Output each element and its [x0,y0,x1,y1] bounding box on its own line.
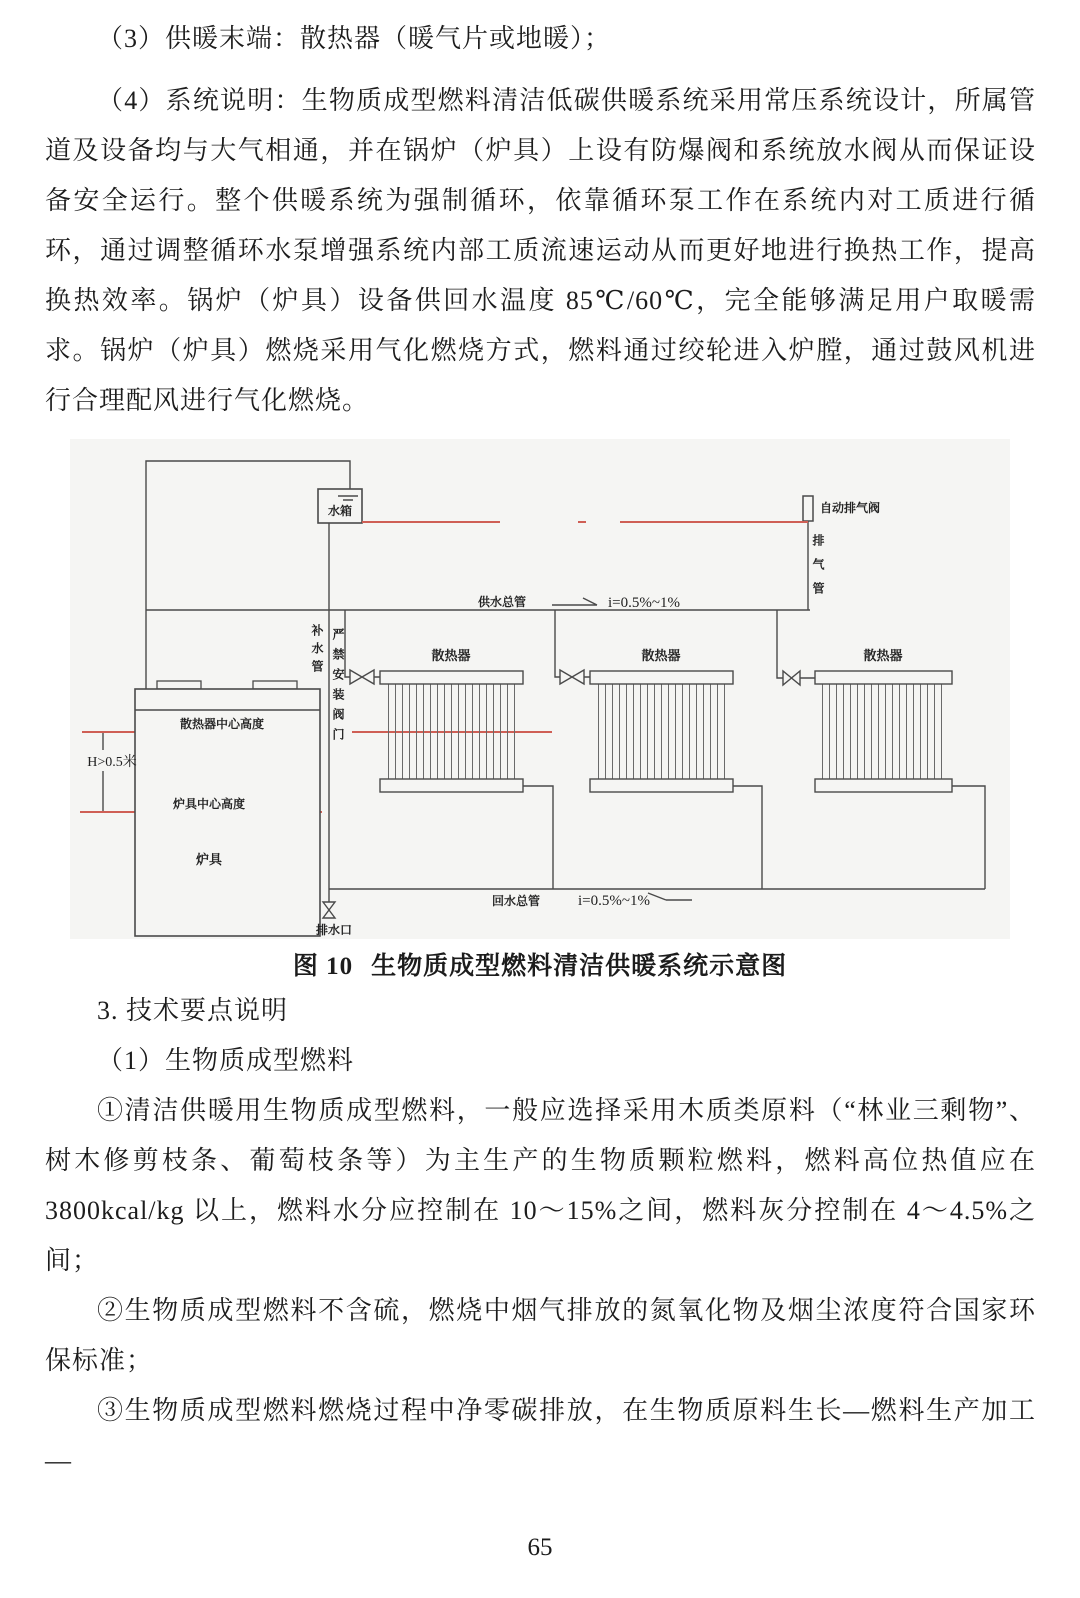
body-text-top [45,14,1036,426]
page-number: 65 [527,1534,553,1561]
figure-caption-number: 图 10 [292,953,354,980]
water-tank-label: 水箱 [327,504,353,518]
figure-caption-title: 生物质成型燃料清洁供暖系统示意图 [371,953,788,980]
boiler [135,681,320,936]
supply-main-label: 供水总管 [478,595,527,609]
water-tank [318,489,362,523]
radiator3-label: 散热器 [863,648,903,663]
boiler-top-fitting-left [157,681,201,689]
paragraph-system-description: （4）系统说明：生物质成型燃料清洁低碳供暖系统采用常压系统设计，所属管道及设备均与大气相通，并在锅炉（炉具）上设有防爆阀和系统放水阀从而保证设备安全运行。整个供暖系统为强制循环，依靠循环泵工作在系统内对工质进行循环，通过调整循环水泵增强系统内部工质流速运动从而更好地进行换热工作，提高换热效率。锅炉（炉具）设备供回水温度 85℃/60℃，完全能够满足用户取暖需求。锅炉（炉具）燃烧采用气化燃烧方式，燃料通过绞轮进入炉膛，通过鼓风机进行合理配风进行气化燃烧。 [45,86,1036,415]
drain-label: 排水口 [316,923,353,937]
auto-air-vent-label: 自动排气阀 [820,501,881,515]
radiator2-fins [596,684,727,779]
paragraph-item-3: ③生物质成型燃料燃烧过程中净零碳排放，在生物质原料生长—燃料生产加工— [45,1396,1036,1475]
radiator3-fins [821,684,946,779]
paragraph-item-2: ②生物质成型燃料不含硫，燃烧中烟气排放的氮氧化物及烟尘浓度符合国家环保标准； [45,1296,1036,1375]
figure-caption [0,946,1080,982]
vent-pipe-label: 排气管 [811,534,825,606]
sub-heading: （1）生物质成型燃料 [97,1046,355,1075]
stove-label: 炉具 [195,852,223,867]
stove-center-height-label: 炉具中心高度 [172,797,246,811]
supply-slope-label: i=0.5%~1% [608,595,680,611]
return-slope-label: i=0.5%~1% [578,893,650,909]
system-diagram [70,438,1010,940]
radiator-center-height-label: 散热器中心高度 [179,717,265,731]
radiator2-label: 散热器 [641,648,681,663]
return-main-label: 回水总管 [492,894,541,908]
makeup-pipe-label: 补水管 [310,624,324,678]
paragraph-item-1: ①清洁供暖用生物质成型燃料，一般应选择采用木质类原料（“林业三剩物”、树木修剪枝条、葡萄枝条等）为主生产的生物质颗粒燃料，燃料高位热值应在 3800kcal/kg 以上，燃料水分应控制在 10～15%之间，燃料灰分控制在 4～4.5%之间； [45,1096,1036,1275]
paragraph-heating-terminal: （3）供暖末端：散热器（暖气片或地暖）； [97,24,612,53]
no-valve-warning-label: 严禁安装阀门 [331,628,345,748]
figure-10 [70,438,1010,940]
radiator1-label: 散热器 [431,648,471,663]
body-text-bottom [45,986,1036,1486]
radiator1-fins [386,684,517,779]
boiler-top-fitting-right [253,681,297,689]
height-dimension-label: H>0.5米 [87,755,137,770]
section-heading: 3. 技术要点说明 [97,996,289,1025]
